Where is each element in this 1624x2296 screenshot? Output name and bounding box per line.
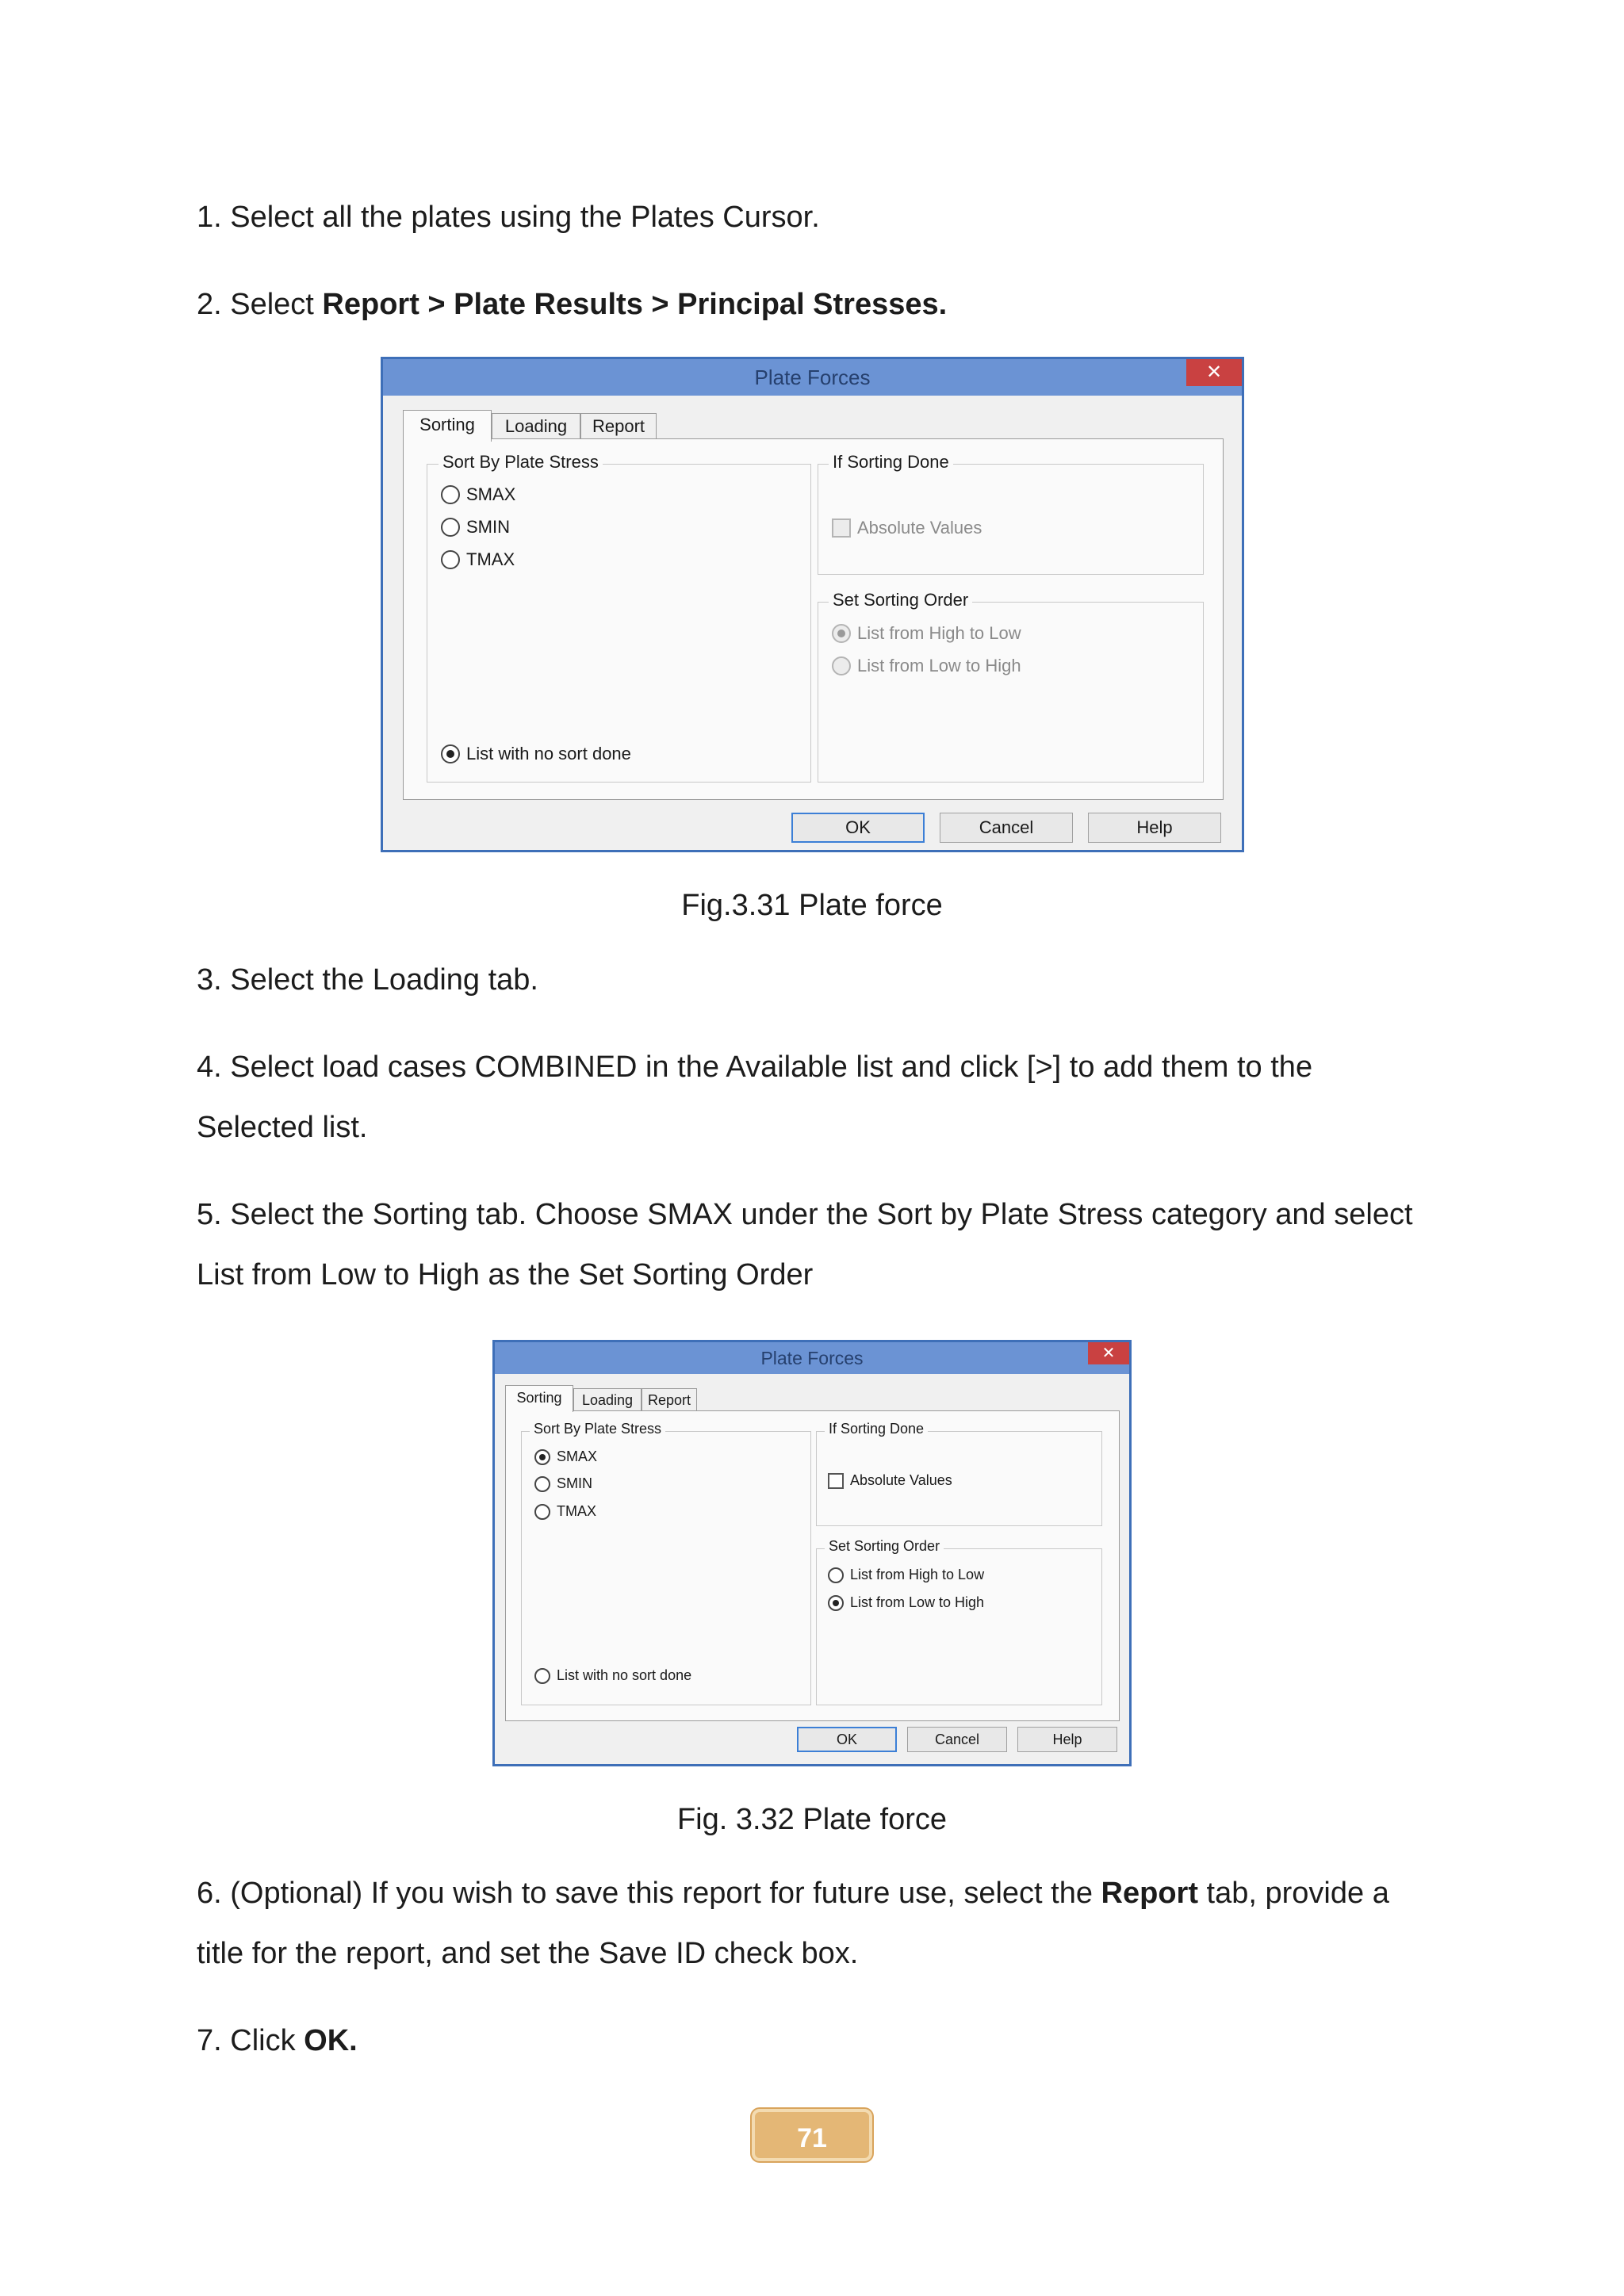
option-high-to-low[interactable] (832, 623, 1021, 644)
page-number: 71 (752, 2109, 872, 2161)
option-low-to-high[interactable] (828, 1594, 984, 1611)
close-icon[interactable]: ✕ (1088, 1342, 1129, 1364)
absolute-values-checkbox[interactable] (832, 519, 851, 538)
high-to-low-radio[interactable] (828, 1567, 844, 1583)
smax-radio[interactable] (534, 1449, 550, 1465)
dialog-title: Plate Forces (760, 1348, 864, 1368)
option-low-to-high[interactable] (832, 656, 1021, 676)
dialog-title-bar (383, 359, 1242, 396)
set-sorting-order-legend: Set Sorting Order (829, 590, 972, 610)
no-sort-radio[interactable] (534, 1668, 550, 1684)
smax-label: SMAX (466, 484, 516, 504)
if-sorting-done-legend: If Sorting Done (829, 452, 953, 473)
step-2-prefix: 2. Select (197, 288, 323, 321)
help-button[interactable]: Help (1088, 813, 1221, 843)
high-to-low-label: List from High to Low (850, 1567, 985, 1582)
option-smin[interactable] (534, 1475, 592, 1492)
option-smin[interactable] (441, 517, 510, 538)
sort-by-plate-stress-group (427, 464, 811, 783)
sort-by-plate-stress-legend: Sort By Plate Stress (439, 452, 603, 473)
close-icon[interactable]: ✕ (1186, 359, 1242, 386)
ok-button[interactable]: OK (791, 813, 925, 843)
if-sorting-done-legend: If Sorting Done (825, 1421, 928, 1437)
option-absolute-values[interactable] (828, 1472, 952, 1489)
option-tmax[interactable] (441, 549, 515, 570)
cancel-button[interactable]: Cancel (907, 1727, 1007, 1752)
step-6-report-bold: Report (1101, 1877, 1198, 1910)
set-sorting-order-legend: Set Sorting Order (825, 1538, 944, 1555)
low-to-high-label: List from Low to High (857, 656, 1021, 675)
tmax-label: TMAX (466, 549, 515, 569)
tmax-radio[interactable] (441, 550, 460, 569)
tab-loading[interactable]: Loading (573, 1388, 642, 1410)
sort-by-plate-stress-legend: Sort By Plate Stress (530, 1421, 665, 1437)
smin-label: SMIN (466, 517, 510, 537)
tmax-radio[interactable] (534, 1504, 550, 1520)
tab-loading[interactable]: Loading (492, 413, 580, 438)
step-7-prefix: 7. Click (197, 2024, 304, 2057)
step-6 (197, 1863, 1434, 1984)
step-4: 4. Select load cases COMBINED in the Available list and click [>] to add them to the Selected list. (197, 1050, 1313, 1144)
low-to-high-label: List from Low to High (850, 1594, 985, 1610)
high-to-low-label: List from High to Low (857, 623, 1021, 643)
ok-button[interactable]: OK (797, 1727, 897, 1752)
tab-report[interactable]: Report (642, 1388, 697, 1410)
smax-radio[interactable] (441, 485, 460, 504)
step-5: 5. Select the Sorting tab. Choose SMAX under the Sort by Plate Stress category and select List from Low to High as the Set Sorting Order (197, 1198, 1413, 1292)
step-2 (197, 274, 1434, 335)
smin-label: SMIN (557, 1475, 592, 1491)
step-2-menu-path: Report > Plate Results > Principal Stresses. (322, 288, 948, 321)
absolute-values-checkbox[interactable] (828, 1473, 844, 1489)
low-to-high-radio[interactable] (828, 1595, 844, 1611)
option-no-sort[interactable] (441, 744, 631, 764)
step-7-ok-bold: OK. (304, 2024, 358, 2057)
tab-sorting[interactable]: Sorting (403, 410, 492, 442)
smax-label: SMAX (557, 1448, 598, 1464)
dialog-title: Plate Forces (754, 365, 871, 389)
step-1: 1. Select all the plates using the Plates Cursor. (197, 201, 820, 234)
option-smax[interactable] (441, 484, 515, 505)
help-button[interactable]: Help (1017, 1727, 1117, 1752)
tab-report[interactable]: Report (580, 413, 657, 438)
sort-by-plate-stress-group (521, 1431, 811, 1705)
smin-radio[interactable] (441, 518, 460, 537)
plate-forces-dialog-1 (381, 357, 1244, 852)
plate-forces-dialog-2 (492, 1340, 1132, 1766)
smin-radio[interactable] (534, 1476, 550, 1492)
tmax-label: TMAX (557, 1503, 597, 1519)
step-6-prefix: 6. (Optional) If you wish to save this report for future use, select the (197, 1877, 1101, 1910)
figure-caption-1: Fig.3.31 Plate force (681, 889, 943, 922)
no-sort-label: List with no sort done (557, 1667, 692, 1683)
no-sort-label: List with no sort done (466, 744, 631, 763)
tab-sorting[interactable]: Sorting (505, 1385, 573, 1412)
cancel-button[interactable]: Cancel (940, 813, 1073, 843)
step-7 (197, 2011, 1434, 2071)
low-to-high-radio[interactable] (832, 656, 851, 675)
no-sort-radio[interactable] (441, 744, 460, 763)
option-tmax[interactable] (534, 1503, 596, 1520)
high-to-low-radio[interactable] (832, 624, 851, 643)
option-high-to-low[interactable] (828, 1567, 984, 1583)
option-smax[interactable] (534, 1448, 597, 1465)
option-no-sort[interactable] (534, 1667, 691, 1684)
option-absolute-values[interactable] (832, 518, 982, 538)
absolute-values-label: Absolute Values (857, 518, 982, 538)
step-6-suffix: tab, provide a title for the report, and set the Save ID check box. (197, 1877, 1389, 1970)
step-3: 3. Select the Loading tab. (197, 963, 538, 997)
absolute-values-label: Absolute Values (850, 1472, 952, 1488)
figure-caption-2: Fig. 3.32 Plate force (676, 1803, 948, 1836)
dialog-title-bar (495, 1342, 1129, 1374)
